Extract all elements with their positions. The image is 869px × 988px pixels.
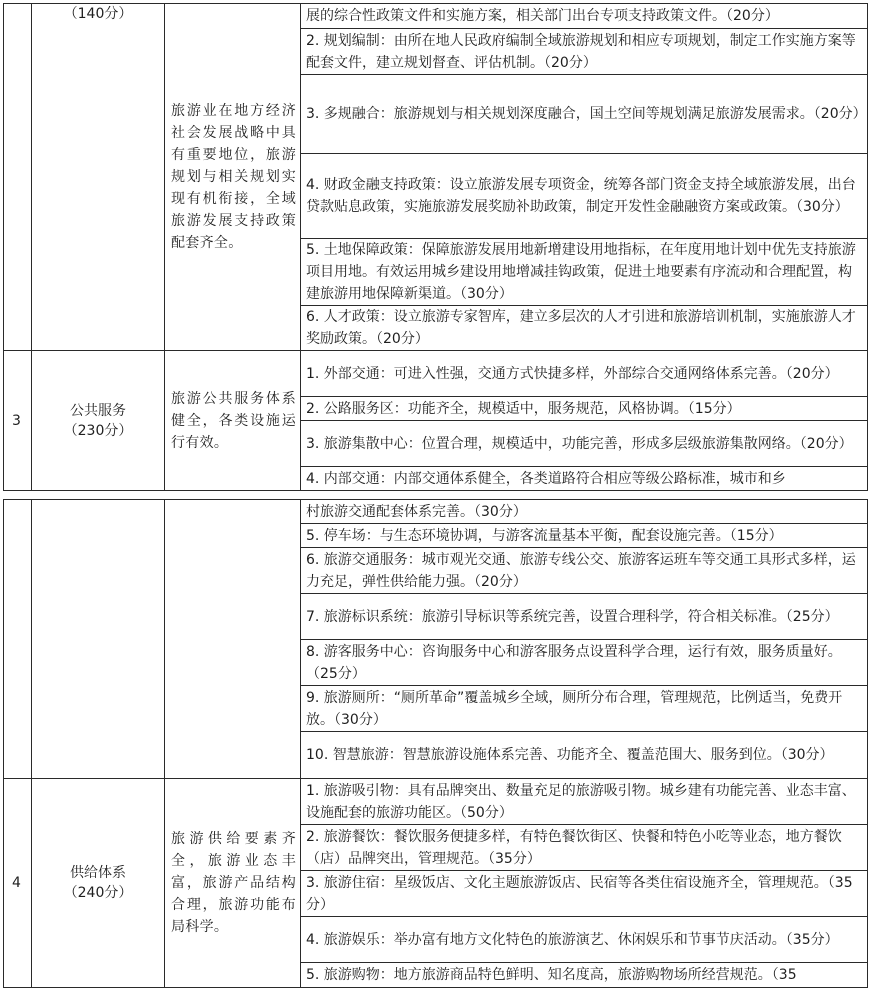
- row-number-cell: [4, 500, 32, 779]
- category-cell: [32, 500, 165, 779]
- requirement-cell: [165, 4, 301, 351]
- list-item: 3. 多规融合：旅游规划与相关规划深度融合，国土空间等规划满足旅游发展需求。（20分）: [301, 75, 868, 154]
- list-item: 3. 旅游集散中心：位置合理，规模适中，功能完善，形成多层级旅游集散网络。（20分）: [301, 421, 868, 467]
- row-number: 3: [4, 351, 32, 491]
- list-item: 6. 旅游交通服务：城市观光交通、旅游专线公交、旅游客运班车等交通工具形式多样，运力充足，弹性供给能力强。（20分）: [301, 548, 868, 594]
- requirement-cell: [165, 779, 301, 988]
- list-item: 4. 内部交通：内部交通体系健全，各类道路符合相应等级公路标准，城市和乡: [301, 467, 868, 491]
- table-row: [4, 500, 868, 524]
- evaluation-table-lower: [3, 499, 868, 988]
- list-item: 5. 土地保障政策：保障旅游发展用地新增建设用地指标，在年度用地计划中优先支持旅游项目用地。有效运用城乡建设用地增减挂钩政策，促进土地要素有序流动和合理配置，构建旅游用地保障新渠道。（30分）: [301, 239, 868, 306]
- requirement-text: 旅游业在地方经济社会发展战略中具有重要地位，旅游规划与相关规划实现有机衔接，全域旅游发展支持政策配套齐全。: [171, 103, 296, 251]
- list-item: 2. 规划编制：由所在地人民政府编制全域旅游规划和相应专项规划，制定工作实施方案等配套文件，建立规划督查、评估机制。（20分）: [301, 29, 868, 75]
- requirement-cell: [165, 351, 301, 491]
- category-cell: [32, 779, 165, 988]
- list-item: 2. 公路服务区：功能齐全，规模适中，服务规范，风格协调。（15分）: [301, 397, 868, 421]
- requirement-cell: [165, 500, 301, 779]
- category-name: 供给体系: [70, 865, 126, 881]
- row-number: 4: [4, 779, 32, 988]
- category-score: （140分）: [63, 6, 133, 22]
- list-item: 8. 游客服务中心：咨询服务中心和游客服务点设置科学合理，运行有效，服务质量好。（25分）: [301, 640, 868, 686]
- category-score: （240分）: [63, 885, 133, 901]
- list-item: 5. 停车场：与生态环境协调，与游客流量基本平衡，配套设施完善。（15分）: [301, 524, 868, 548]
- list-item: 3. 旅游住宿：星级饭店、文化主题旅游饭店、民宿等各类住宿设施齐全，管理规范。（35分）: [301, 871, 868, 917]
- list-item: 村旅游交通配套体系完善。（30分）: [301, 500, 868, 524]
- requirement-text: 旅游公共服务体系健全，各类设施运行有效。: [171, 390, 296, 451]
- list-item: 9. 旅游厕所：“厕所革命”覆盖城乡全域，厕所分布合理，管理规范，比例适当，免费开放。（30分）: [301, 686, 868, 732]
- list-item: 4. 旅游娱乐：举办富有地方文化特色的旅游演艺、休闲娱乐和节事节庆活动。（35分）: [301, 917, 868, 963]
- list-item: 展的综合性政策文件和实施方案，相关部门出台专项支持政策文件。（20分）: [301, 4, 868, 29]
- list-item: 1. 外部交通：可进入性强，交通方式快捷多样，外部综合交通网络体系完善。（20分）: [301, 351, 868, 397]
- evaluation-table-upper: [3, 3, 868, 491]
- table-row: [4, 351, 868, 397]
- list-item: 6. 人才政策：设立旅游专家智库，建立多层次的人才引进和旅游培训机制，实施旅游人才奖励政策。（20分）: [301, 306, 868, 351]
- list-item: 4. 财政金融支持政策：设立旅游发展专项资金，统筹各部门资金支持全域旅游发展，出台贷款贴息政策，实施旅游发展奖励补助政策，制定开发性金融融资方案或政策。（30分）: [301, 154, 868, 239]
- list-item: 10. 智慧旅游：智慧旅游设施体系完善、功能齐全、覆盖范围大、服务到位。（30分）: [301, 732, 868, 779]
- category-cell: [32, 4, 165, 351]
- category-name: 公共服务: [70, 402, 126, 419]
- category-score: （230分）: [63, 422, 133, 439]
- table-row: [4, 4, 868, 29]
- list-item: 1. 旅游吸引物：具有品牌突出、数量充足的旅游吸引物。城乡建有功能完善、业态丰富、设施配套的旅游功能区。（50分）: [301, 779, 868, 825]
- category-cell: [32, 351, 165, 491]
- list-item: 2. 旅游餐饮：餐饮服务便捷多样，有特色餐饮街区、快餐和特色小吃等业态，地方餐饮（店）品牌突出，管理规范。（35分）: [301, 825, 868, 871]
- list-item: 5. 旅游购物：地方旅游商品特色鲜明、知名度高，旅游购物场所经营规范。（35: [301, 963, 868, 988]
- row-number-cell: [4, 4, 32, 351]
- requirement-text: 旅游供给要素齐全，旅游业态丰富，旅游产品结构合理，旅游功能布局科学。: [171, 831, 296, 935]
- table-row: [4, 779, 868, 825]
- list-item: 7. 旅游标识系统：旅游引导标识等系统完善，设置合理科学，符合相关标准。（25分）: [301, 594, 868, 640]
